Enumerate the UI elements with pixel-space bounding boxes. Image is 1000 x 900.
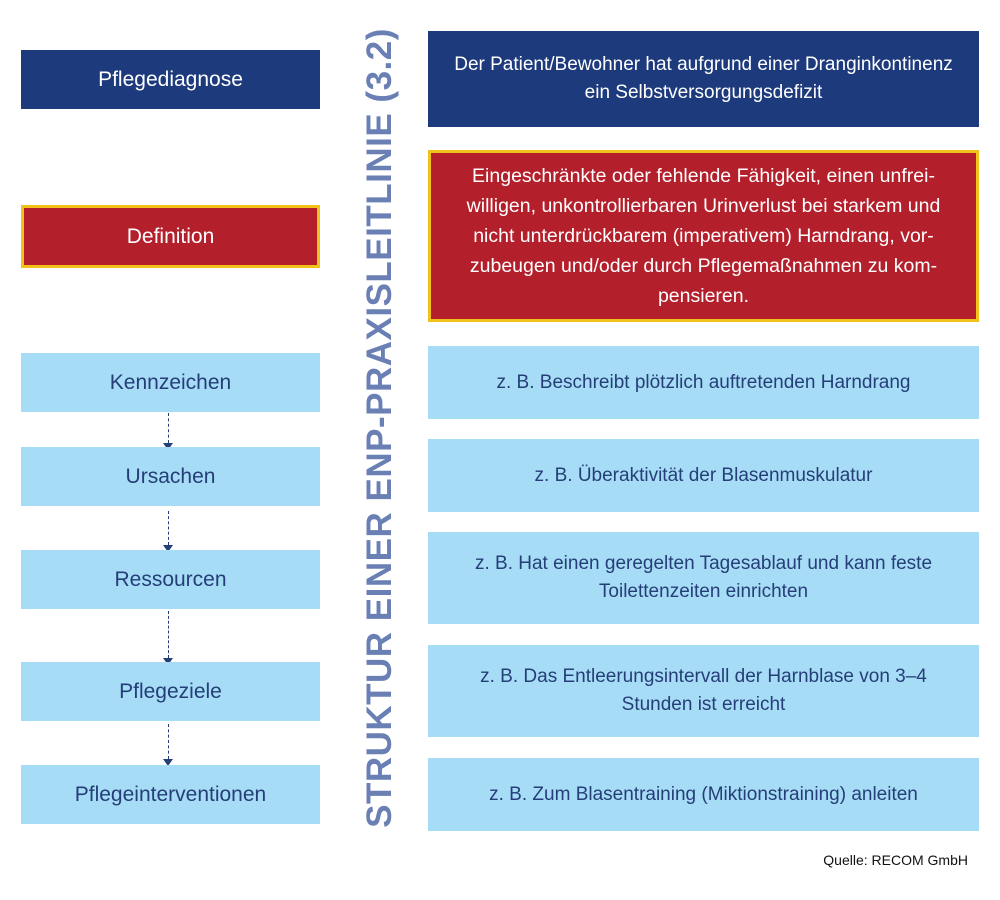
vertical-title [355,20,405,835]
causes-text-box [428,439,979,512]
definition-text: Eingeschränkte oder fehlende Fähigkeit, einen unfreiwilligen, unkontrollierbaren Urinverlust bei starkem und nicht unterdrückbarem (imperativem) Harndrang, vorzubeugen und/oder durch Pflegemaßnahmen zu kompensieren. [466,165,941,307]
pflegeinterventionen-label: Pflegeinterventionen [74,782,267,806]
arrow-kennzeichen-ursachen [168,413,169,443]
interventions-text: z. B. Zum Blasentraining (Miktionstraining) anleiten [489,783,918,805]
goals-text: z. B. Das Entleerungsintervall der Harnblase von 3–4 Stunden ist erreicht [480,666,927,715]
definition-text-box [428,150,979,322]
diagnosis-text-box [428,31,979,127]
pflegeziele-box [21,662,320,721]
signs-text: z. B. Beschreibt plötzlich auftretenden Harndrang [496,371,911,393]
definition-box [21,205,320,268]
ressourcen-label: Ressourcen [114,567,227,591]
kennzeichen-label: Kennzeichen [109,370,232,394]
vertical-title-text: STRUKTUR EINER ENP-PRAXISLEITLINIE (3.2) [360,27,399,828]
ursachen-box [21,447,320,506]
signs-text-box [428,346,979,419]
pflegediagnose-label: Pflegediagnose [98,67,243,91]
pflegeziele-label: Pflegeziele [119,679,222,703]
goals-text-box [428,645,979,737]
arrow-ressourcen-pflegeziele [168,611,169,658]
resources-text-box [428,532,979,624]
pflegeinterventionen-box [21,765,320,824]
resources-text: z. B. Hat einen geregelten Tagesablauf und kann feste Toilettenzeiten einrichten [474,553,933,602]
causes-text: z. B. Überaktivität der Blasenmuskulatur [534,464,873,486]
definition-label: Definition [126,224,215,248]
arrow-pflegeziele-pflegeinterventionen [168,724,169,759]
interventions-text-box [428,758,979,831]
diagnosis-text: Der Patient/Bewohner hat aufgrund einer Dranginkontinenz ein Selbstversorgungsdefizit [454,54,953,103]
ursachen-label: Ursachen [125,464,216,488]
arrow-ursachen-ressourcen [168,511,169,545]
kennzeichen-box [21,353,320,412]
source-caption: Quelle: RECOM GmbH [823,852,968,868]
pflegediagnose-box [21,50,320,109]
ressourcen-box [21,550,320,609]
